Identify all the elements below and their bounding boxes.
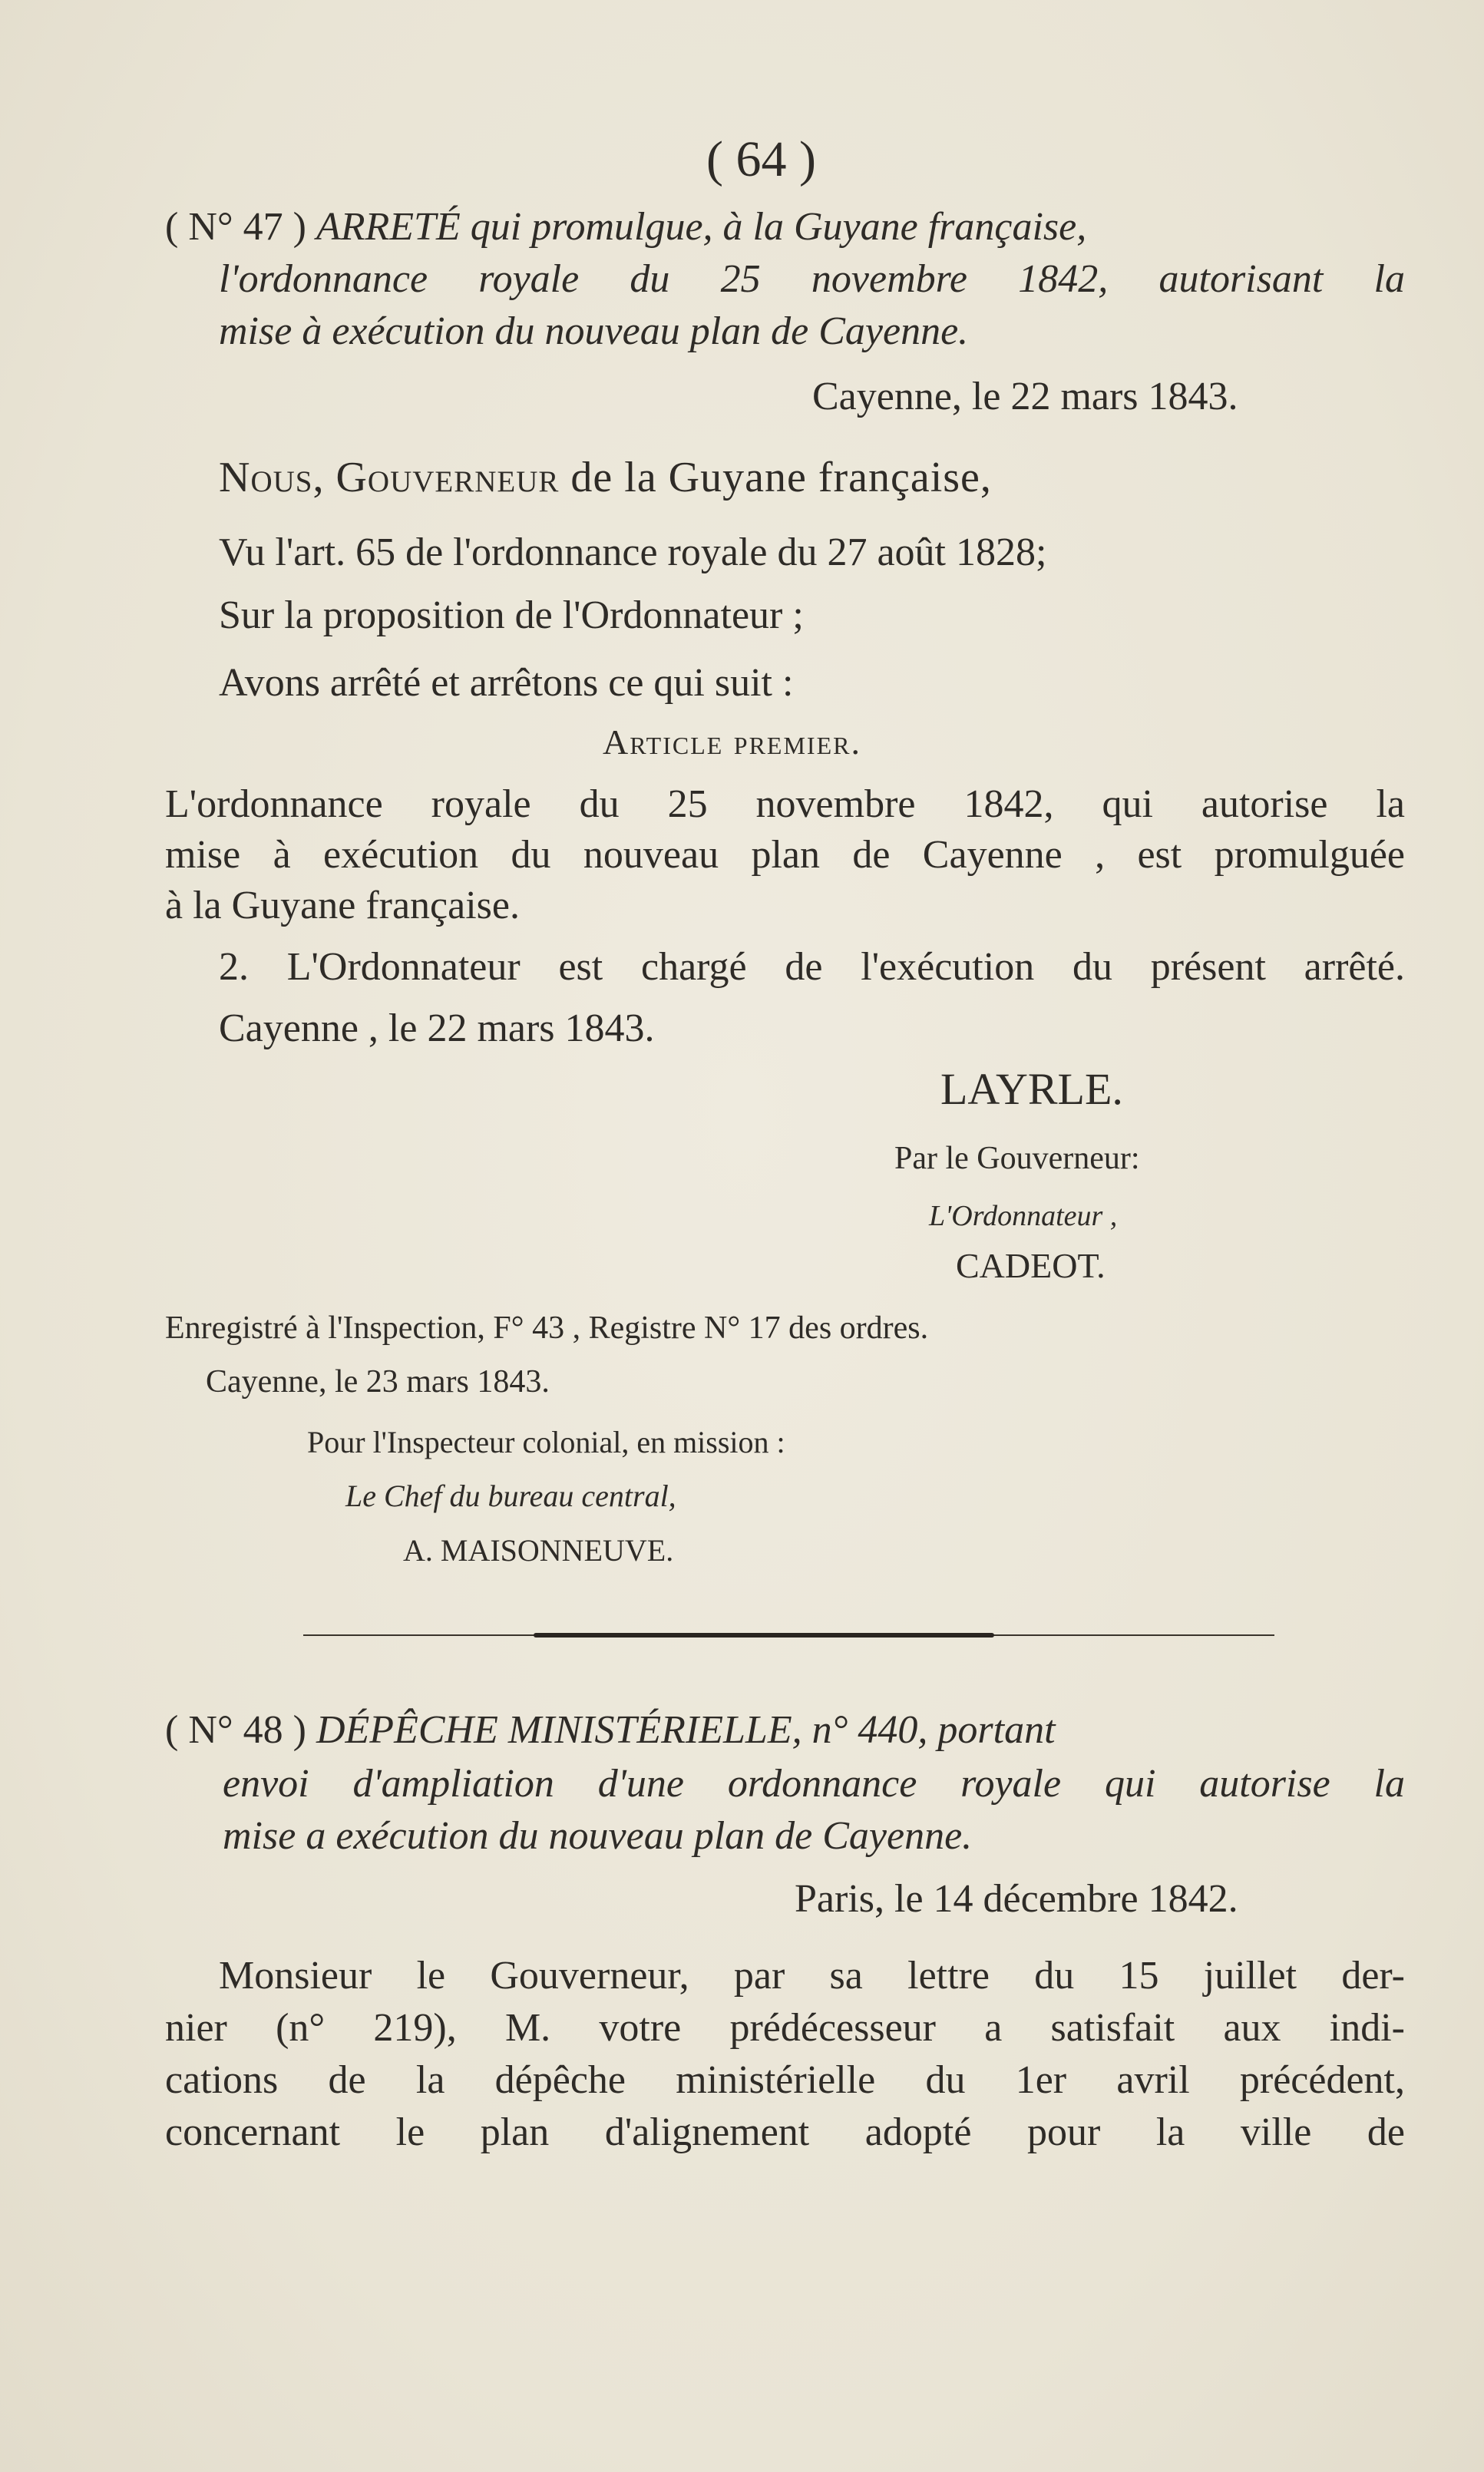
- doc47-avons: Avons arrêté et arrêtons ce qui suit :: [219, 661, 794, 705]
- article-premier-title: Article premier.: [603, 722, 861, 762]
- ordonnateur-name: CADEOT.: [956, 1246, 1106, 1285]
- doc48-body-line3: cations de la dépêche ministérielle du 1er avril précédent,: [165, 2058, 1405, 2102]
- doc48-body-line1: Monsieur le Gouverneur, par sa lettre du 15 juillet der-: [219, 1954, 1405, 1998]
- doc48-heading-line2: envoi d'ampliation d'une ordonnance royale qui autorise la: [223, 1762, 1405, 1806]
- doc47-number: ( N° 47 ): [165, 205, 306, 249]
- doc47-nous-line: [219, 453, 992, 502]
- nous-rest: de la Guyane française,: [570, 454, 992, 501]
- doc48-body-line4: concernant le plan d'alignement adopté pour la ville de: [165, 2110, 1405, 2154]
- signature-maisonneuve: A. MAISONNEUVE.: [403, 1533, 674, 1568]
- doc47-vu: Vu l'art. 65 de l'ordonnance royale du 27 août 1828;: [219, 530, 1047, 574]
- section-divider: [303, 1633, 1274, 1638]
- doc48-title: DÉPÊCHE MINISTÉRIELLE, n° 440, portant: [316, 1708, 1056, 1752]
- art1-line3: à la Guyane française.: [165, 884, 520, 927]
- par-le-gouverneur: Par le Gouverneur:: [894, 1141, 1140, 1176]
- doc48-number: ( N° 48 ): [165, 1708, 306, 1752]
- art2: 2. L'Ordonnateur est chargé de l'exécution du présent arrêté.: [219, 945, 1405, 989]
- doc47-closing-date: Cayenne , le 22 mars 1843.: [219, 1006, 655, 1050]
- art1-line2: mise à exécution du nouveau plan de Cayenne , est promulguée: [165, 833, 1405, 877]
- doc47-dateline: Cayenne, le 22 mars 1843.: [812, 375, 1238, 418]
- enregistre-line: Enregistré à l'Inspection, F° 43 , Registre N° 17 des ordres.: [165, 1310, 929, 1346]
- doc47-heading-line2: l'ordonnance royale du 25 novembre 1842, autorisant la: [219, 257, 1405, 301]
- chef-du-bureau: Le Chef du bureau central,: [345, 1479, 676, 1513]
- doc47-title: ARRETÉ qui promulgue, à la Guyane française,: [316, 205, 1087, 249]
- doc47-heading-line1: [165, 201, 1405, 253]
- doc48-body-line2: nier (n° 219), M. votre prédécesseur a satisfait aux indi-: [165, 2006, 1405, 2050]
- signature-layrle: LAYRLE.: [940, 1064, 1123, 1114]
- doc47-heading-line3: mise à exécution du nouveau plan de Cayenne.: [219, 309, 969, 353]
- doc48-heading-line1: [165, 1704, 1405, 1757]
- enregistre-date: Cayenne, le 23 mars 1843.: [206, 1364, 550, 1400]
- doc48-heading-line3: mise a exécution du nouveau plan de Cayenne.: [223, 1814, 973, 1858]
- doc48-dateline: Paris, le 14 décembre 1842.: [795, 1877, 1238, 1921]
- pour-inspecteur: Pour l'Inspecteur colonial, en mission :: [307, 1425, 785, 1459]
- page-number: ( 64 ): [706, 131, 816, 187]
- ordonnateur-title: L'Ordonnateur ,: [929, 1200, 1118, 1232]
- art1-line1: L'ordonnance royale du 25 novembre 1842, qui autorise la: [165, 782, 1405, 826]
- nous-gouverneur: Nous, Gouverneur: [219, 454, 560, 501]
- doc47-sur: Sur la proposition de l'Ordonnateur ;: [219, 593, 804, 637]
